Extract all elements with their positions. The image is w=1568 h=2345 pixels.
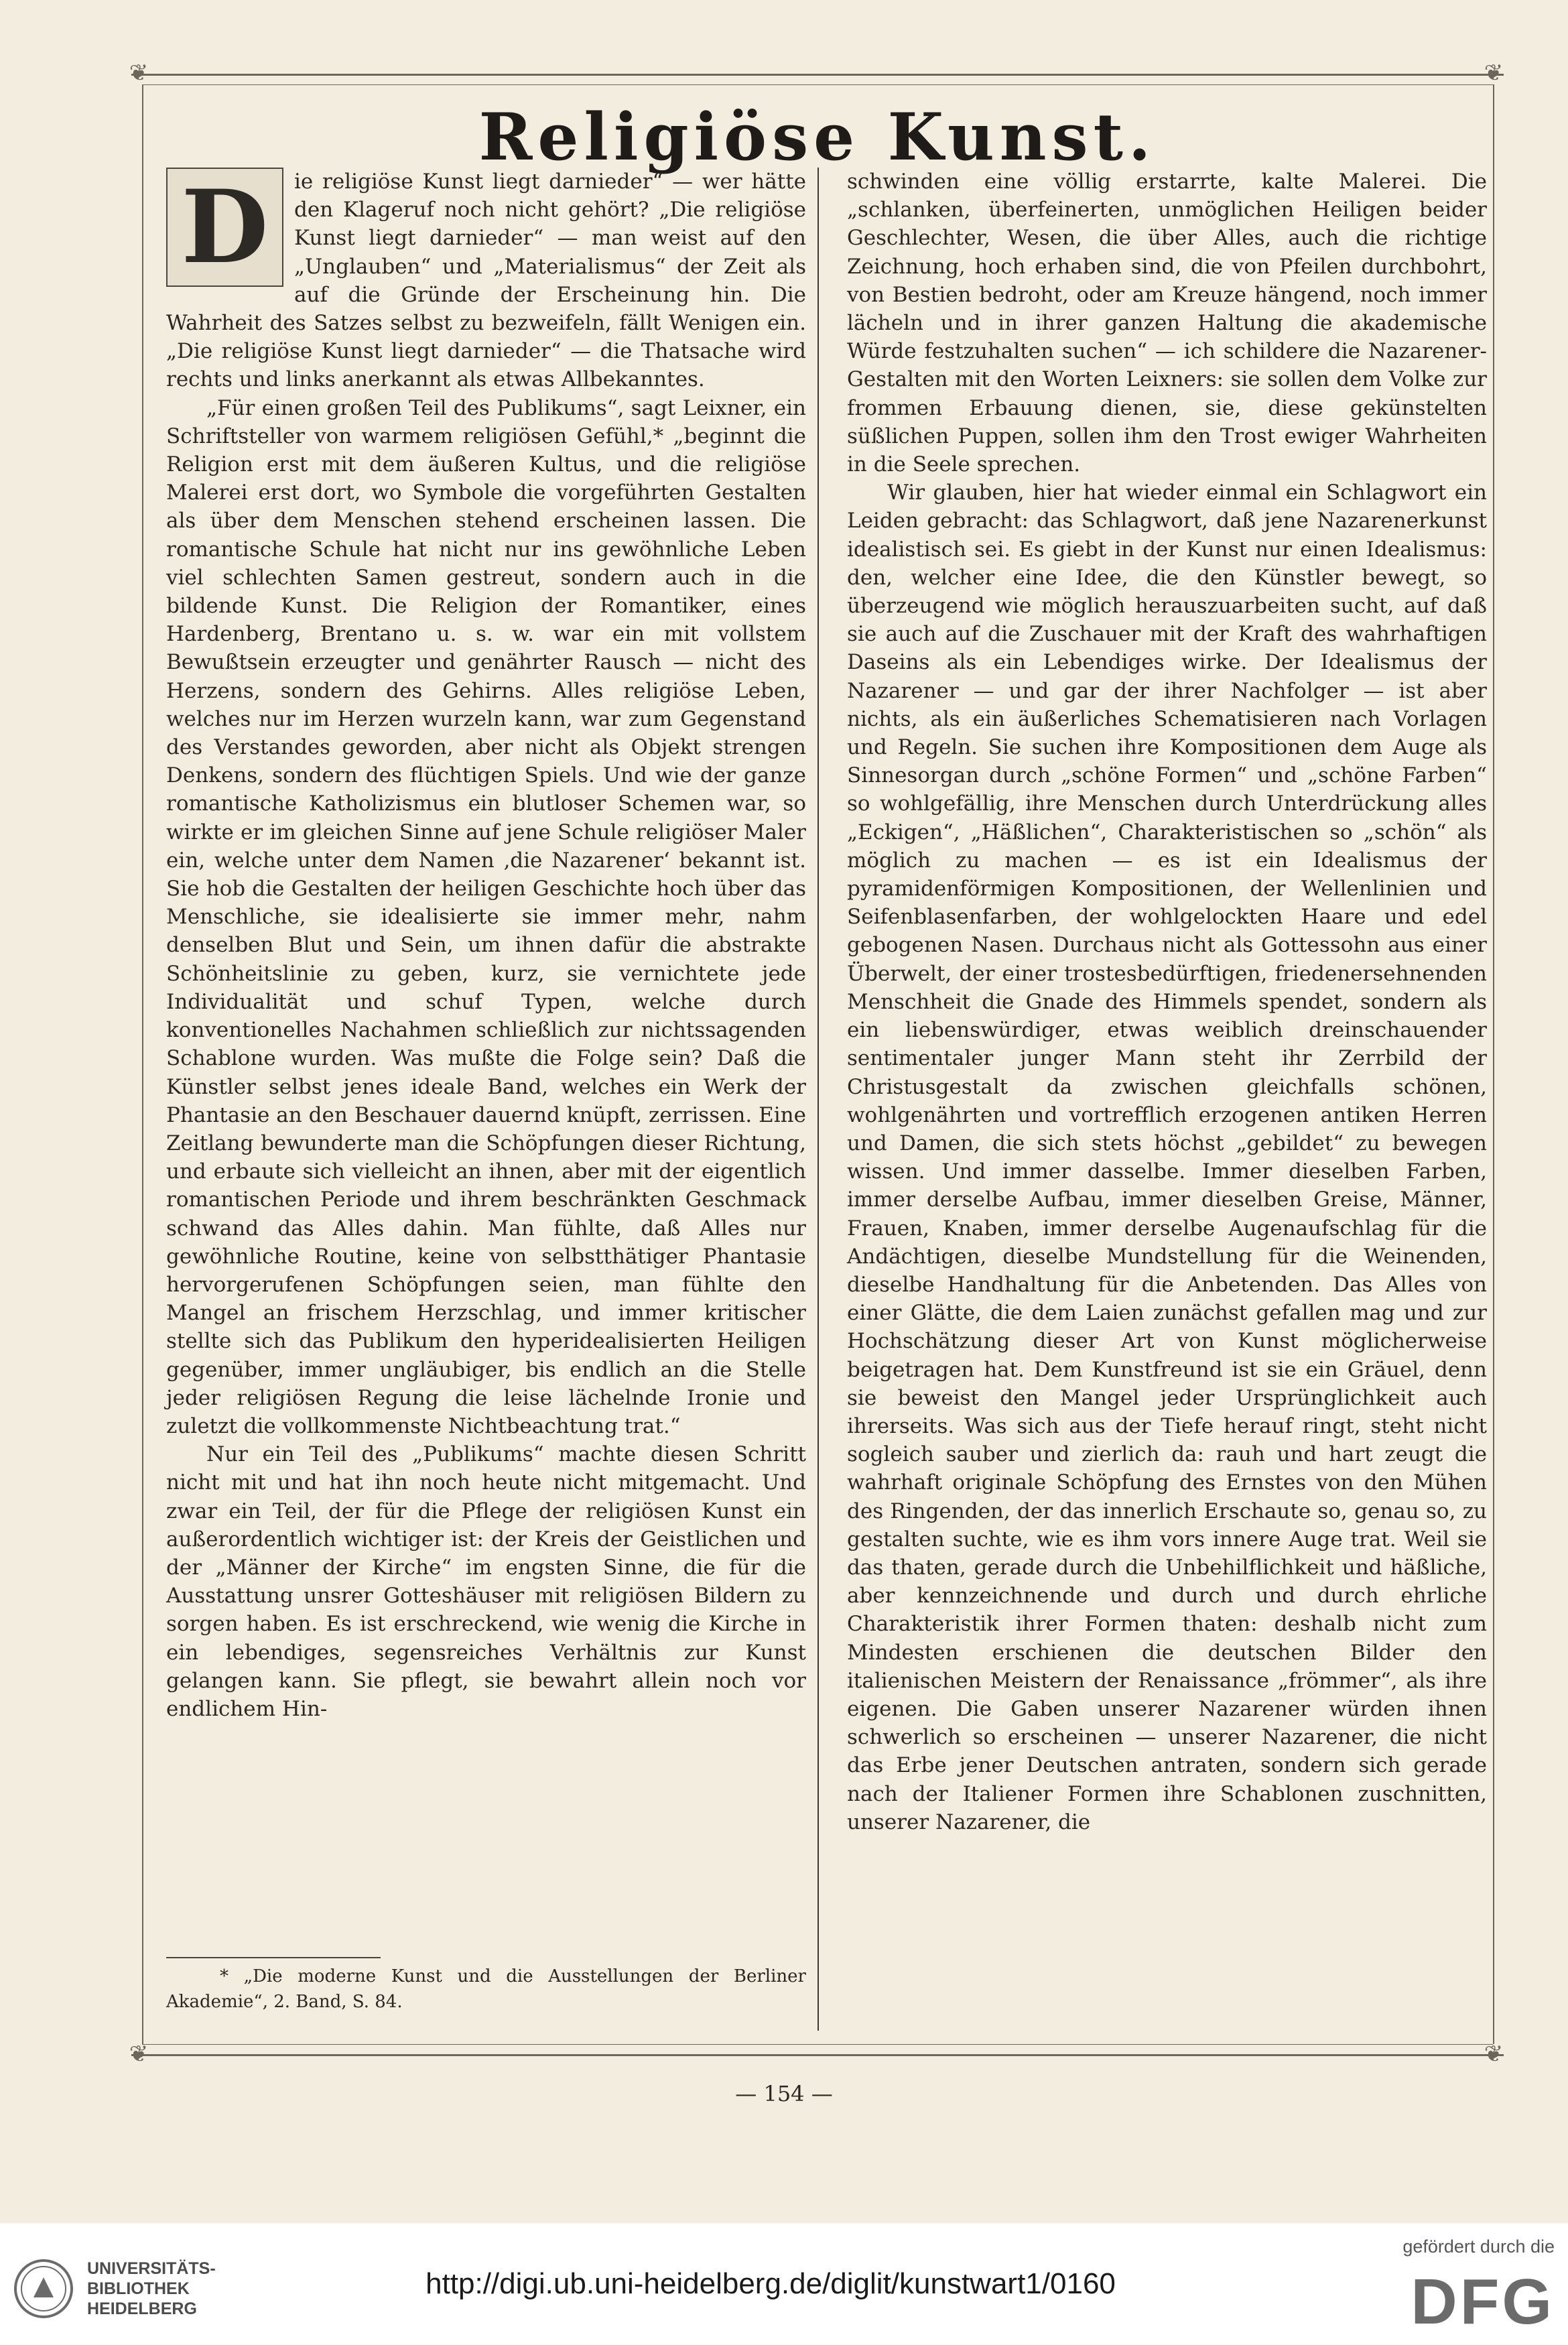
library-name: UNIVERSITÄTS- BIBLIOTHEK HEIDELBERG (87, 2259, 216, 2318)
dfg-logo: DFG (1411, 2266, 1555, 2338)
funder-label: gefördert durch die (1402, 2236, 1555, 2257)
frame-left-rule (142, 84, 143, 2044)
frame-top-rule (131, 74, 1504, 76)
ornament-top-left-icon: ❦ (129, 60, 149, 86)
ornament-top-right-icon: ❦ (1484, 60, 1504, 86)
footnote-rule (166, 1957, 381, 1958)
paragraph: Wir glauben, hier hat wieder einmal ein Schlagwort ein Leiden gebracht: das Schlagwort, daß jene Nazarenerkunst idealistisch sei. Es giebt in der Kunst nur einen Idealismus: den, welcher eine Idee, die den Künstler bewegt, so überzeugend wie möglich herauszuarbeiten sucht, auf daß sie auch auf die Zuschauer mit der Kraft des wahrhaftigen Daseins als ein Lebendiges wirke. Der Idealismus der Nazarener — und gar der ihrer Nachfolger — ist aber nichts, als ein äußerliches Schematisieren nach Vorlagen und Regeln. Sie suchen ihre Kompositionen dem Auge als Sinnesorgan durch „schöne Formen“ und „schöne Farben“ so wohlgefällig, ihre Menschen durch Unterdrückung alles „Eckigen“, „Häßlichen“, Charakteristischen so „schön“ als möglich zu machen — es ist ein Idealismus der pyramidenförmigen Kompositionen, der Wellenlinien und Seifenblasenfarben, der wohlgelockten Haare und edel gebogenen Nasen. Durchaus nicht als Gottessohn aus einer Überwelt, der einer trostesbedürftigen, friedenersehnenden Menschheit die Gnade des Himmels spendet, sondern als ein liebenswürdiger, etwas weiblich dreinschauender sentimentaler junger Mann steht ihr Zerrbild der Christusgestalt da zwischen gleichfalls schönen, wohlgenährten und vortrefflich erzogenen antiken Herren und Damen, die sich stets höchst „gebildet“ zu bewegen wissen. Und immer dasselbe. Immer dieselben Farben, immer derselbe Aufbau, immer dieselben Greise, Männer, Frauen, Knaben, immer derselbe Augenaufschlag für die Andächtigen, dieselbe Mundstellung für die Weinenden, dieselbe Handhaltung für die Anbetenden. Das Alles von einer Glätte, die dem Laien zunächst gefallen mag und zur Hochschätzung dieser Art von Kunst möglicherweise beigetragen hat. Dem Kunstfreund ist sie ein Gräuel, denn sie beweist den Mangel jeder Ursprünglichkeit auch ihrerseits. Was sich aus der Tiefe herauf ringt, steht nicht sogleich sauber und zierlich da: rauh und hart zeugt die wahrhaft originale Schöpfung des Ernstes von den Mühen des Ringenden, der das innerlich Erschaute so, genau so, zu gestalten suchte, wie es ihm vors innere Auge trat. Weil sie das thaten, gerade durch die Unbehilflichkeit und häßliche, aber kennzeichnende und durch und durch ehrliche Charakteristik ihrer Formen thaten: deshalb nicht zum Mindesten erschienen die deutschen Bilder den italienischen Meistern der Renaissance „frömmer“, als ihre eigenen. Die Gaben unserer Nazarener würden ihnen schwerlich so erscheinen — unserer Nazarener, die nicht das Erbe jener Deutschen antraten, sondern sich gerade nach der Italiener Formen ihre Schablonen zuschnitten, unserer Nazarener, die (847, 481, 1487, 1834)
left-column (166, 168, 806, 1723)
ornament-bottom-right-icon: ❦ (1484, 2041, 1504, 2068)
frame-top-inner-rule (142, 84, 1493, 85)
source-url-link[interactable]: http://digi.ub.uni-heidelberg.de/diglit/kunstwart1/0160 (426, 2267, 1116, 2300)
paragraph: schwinden eine völlig erstarrte, kalte Malerei. Die „schlanken, überfeinerten, unmöglichen Heiligen beider Geschlechter, Wesen, die über Alles, auch die richtige Zeichnung, hoch erhaben sind, die von Pfeilen durchbohrt, von Bestien bedroht, oder am Kreuze hängend, noch immer lächeln und in ihrer ganzen Haltung die akademische Würde festzuhalten suchen“ — ich schildere die Nazarener-Gestalten mit den Worten Leixners: sie sollen dem Volke zur frommen Erbauung dienen, sie, diese gekünstelten süßlichen Puppen, sollen ihm den Trost ewiger Wahrheiten in die Seele sprechen. (847, 170, 1487, 477)
dropcap-letter: D (181, 168, 269, 286)
column-divider (818, 168, 819, 2031)
dropcap-ornament (166, 168, 283, 287)
paragraph: ie religiöse Kunst liegt darnieder“ — wer hätte den Klageruf noch nicht gehört? „Die religiöse Kunst liegt darnieder“ — man weist auf den „Unglauben“ und „Materialismus“ der Zeit als auf die Gründe der Erscheinung hin. Die Wahrheit des Satzes selbst zu bezweifeln, fällt Wenigen ein. „Die religiöse Kunst liegt darnieder“ — die Thatsache wird rechts und links anerkannt als etwas Allbekanntes. (166, 170, 806, 392)
article-title: Religiöse Kunst. (478, 99, 1157, 175)
frame-bottom-rule (131, 2054, 1504, 2056)
paragraph: „Für einen großen Teil des Publikums“, sagt Leixner, ein Schriftsteller von warmem religiösen Gefühl,* „beginnt die Religion erst mit dem äußeren Kultus, und die religiöse Malerei erst dort, wo Symbole die vorgeführten Gestalten als über dem Menschen stehend erscheinen lassen. Die romantische Schule hat nicht nur ins gewöhnliche Leben viel schlechten Samen gestreut, sondern auch in die bildende Kunst. Die Religion der Romantiker, eines Hardenberg, Brentano u. s. w. war ein mit vollstem Bewußtsein erzeugter und genährter Rausch — nicht des Herzens, sondern des Gehirns. Alles religiöse Leben, welches nur im Herzen wurzeln kann, war zum Gegenstand des Verstandes geworden, aber nicht als Objekt strengen Denkens, sondern des flüchtigen Spiels. Und wie der ganze romantische Katholizismus ein blutloser Schemen war, so wirkte er im gleichen Sinne auf jene Schule religiöser Maler ein, welche unter dem Namen ‚die Nazarener‘ bekannt ist. Sie hob die Gestalten der heiligen Geschichte hoch über das Menschliche, sie idealisierte sie immer mehr, nahm denselben Blut und Sein, um ihnen dafür die abstrakte Schönheitslinie zu geben, kurz, sie vernichtete jede Individualität und schuf Typen, welche durch konventionelles Nachahmen schließlich zur nichtssagenden Schablone wurden. Was mußte die Folge sein? Daß die Künstler selbst jenes ideale Band, welches ein Werk der Phantasie an den Beschauer dauernd knüpft, zerrissen. Eine Zeitlang bewunderte man die Schöpfungen dieser Richtung, und erbaute sich vielleicht an ihnen, aber mit der eigentlich romantischen Periode und ihrem beschränkten Geschmack schwand das Alles dahin. Man fühlte, daß Alles nur gewöhnliche Routine, keine von selbstthätiger Phantasie hervorgerufenen Schöpfungen seien, man fühlte den Mangel an frischem Herzschlag, und immer kritischer stellte sich das Publikum den hyperidealisierten Heiligen gegenüber, immer ungläubiger, bis endlich an die Stelle jeder religiösen Regung die leise lächelnde Ironie und zuletzt die vollkommenste Nichtbeachtung trat.“ (166, 395, 806, 1438)
frame-bottom-inner-rule (142, 2044, 1493, 2045)
footnote: * „Die moderne Kunst und die Ausstellungen der Berliner Akademie“, 2. Band, S. 84. (166, 1966, 806, 2012)
right-column (847, 168, 1487, 1836)
university-seal-icon (13, 2259, 74, 2319)
page-number: — 154 — (735, 2081, 833, 2106)
ornament-bottom-left-icon: ❦ (129, 2041, 149, 2068)
frame-right-rule (1493, 84, 1494, 2044)
paragraph: Nur ein Teil des „Publikums“ machte diesen Schritt nicht mit und hat ihn noch heute nicht mitgemacht. Und zwar ein Teil, der für die Pflege der religiösen Kunst ein außerordentlich wichtiger ist: der Kreis der Geistlichen und der „Männer der Kirche“ im engsten Sinne, die für die Ausstattung unsrer Gotteshäuser mit religiösen Bildern zu sorgen haben. Es ist erschreckend, wie wenig die Kirche in ein lebendiges, segensreiches Verhältnis zur Kunst gelangen kann. Sie pflegt, sie bewahrt allein noch vor endlichem Hin- (166, 1442, 806, 1721)
